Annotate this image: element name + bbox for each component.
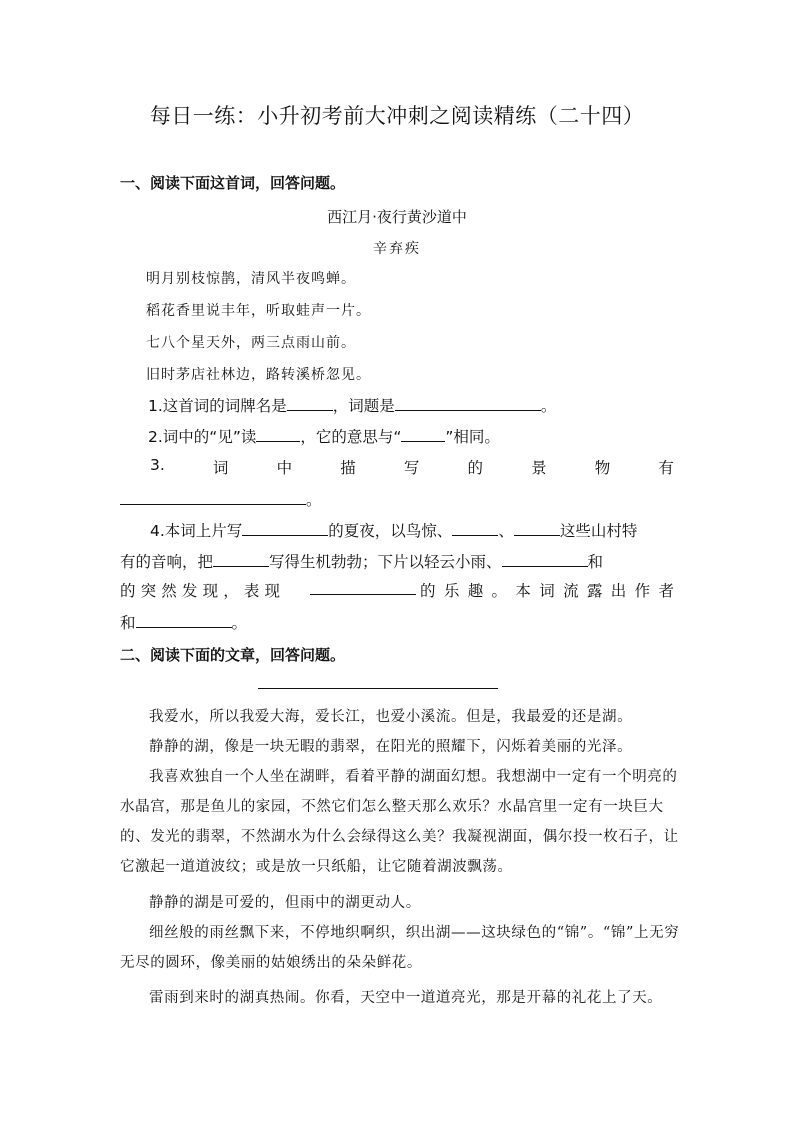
- question-char: 3.: [150, 456, 165, 474]
- question-char: 发: [181, 582, 198, 600]
- article-paragraph: 细丝般的雨丝飘下来，不停地织啊织，织出湖——这块绿色的“锦”。“锦”上无穷无尽的圆环，像美丽的姑娘绣出的朵朵鲜花。: [120, 925, 680, 971]
- answer-blank[interactable]: [395, 396, 541, 411]
- question-char: 现: [202, 582, 219, 600]
- question-3-answer-line: [120, 488, 322, 510]
- answer-blank[interactable]: [452, 521, 498, 536]
- question-4-line2: [120, 550, 603, 572]
- question-text: 1.这首词的词牌名是: [148, 397, 287, 415]
- question-text: 有的音响，把: [120, 553, 214, 571]
- poem-line: 旧时茅店社林边，路转溪桥忽见。: [146, 367, 371, 383]
- question-char: 者: [658, 582, 674, 600]
- question-char: 。: [491, 582, 508, 600]
- question-text: 和: [120, 614, 136, 632]
- question-char: 的: [420, 582, 436, 600]
- question-1: [148, 394, 556, 416]
- poem-line: 七八个星天外，两三点雨山前。: [146, 335, 356, 351]
- question-text: ，它的意思与“: [300, 428, 402, 446]
- answer-blank[interactable]: [242, 521, 328, 536]
- question-4-line3b: [420, 579, 674, 601]
- question-char: 写: [403, 459, 420, 477]
- question-char: 表: [243, 582, 260, 600]
- question-text: 4.本词上片写: [150, 522, 243, 540]
- question-4: [150, 519, 637, 541]
- question-char: 的: [120, 582, 136, 600]
- question-char: 描: [340, 459, 356, 477]
- question-text: 、: [498, 522, 514, 540]
- question-char: 然: [161, 582, 177, 600]
- article-paragraph: 静静的湖，像是一块无暇的翡翠，在阳光的照耀下，闪烁着美丽的光泽。: [149, 739, 633, 755]
- question-char: 有: [658, 459, 674, 477]
- question-char: 本: [515, 582, 531, 600]
- article-paragraph: 我喜欢独自一个人坐在湖畔，看着平静的湖面幻想。我想湖中一定有一个明亮的水晶宫，那是鱼儿的家园，不然它们怎么整天那么欢乐？水晶宫里一定有一块巨大的、发光的翡翠，不然湖水为什么会绿得这么美？我凝视湖面，偶尔投一枚石子，让它激起一道道波纹；或是放一只纸船，让它随着湖波飘荡。: [120, 769, 679, 875]
- page-title: 每日一练：小升初考前大冲刺之阅读精练（二十四）: [149, 104, 645, 128]
- section2-heading: 二、阅读下面的文章，回答问题。: [120, 646, 346, 664]
- question-text: 。: [540, 397, 557, 415]
- answer-blank[interactable]: [256, 427, 300, 442]
- question-char: 物: [594, 459, 611, 477]
- question-text: 。: [231, 614, 248, 632]
- question-char: 流: [563, 582, 579, 600]
- question-char: 现: [264, 582, 280, 600]
- article-title-blank[interactable]: [258, 688, 498, 689]
- answer-blank[interactable]: [502, 552, 588, 567]
- answer-blank[interactable]: [514, 521, 560, 536]
- question-char: 出: [610, 582, 627, 600]
- question-text: 2.词中的“见”读: [148, 428, 257, 446]
- question-char: 词: [539, 582, 555, 600]
- question-4-line4: [120, 611, 247, 633]
- question-char: 突: [140, 582, 157, 600]
- question-char: 作: [634, 582, 651, 600]
- question-char: 景: [531, 459, 547, 477]
- question-char: 趣: [467, 582, 484, 600]
- question-char: 词: [212, 459, 229, 477]
- question-char: 乐: [443, 582, 460, 600]
- section1-heading: 一、阅读下面这首词，回答问题。: [120, 174, 346, 192]
- answer-blank[interactable]: [213, 552, 269, 567]
- question-text: 写得生机勃勃；下片以轻云小雨、: [269, 553, 502, 571]
- question-text: ，词题是: [332, 397, 395, 415]
- question-char: 中: [276, 459, 293, 477]
- poem-author: 辛弃疾: [373, 241, 421, 257]
- answer-blank[interactable]: [287, 396, 333, 411]
- article-paragraph: 雷雨到来时的湖真热闹。你看，天空中一道道亮光，那是开幕的礼花上了天。: [149, 990, 663, 1006]
- question-text: 。: [306, 491, 322, 509]
- article-paragraph: 我爱水，所以我爱大海，爱长江，也爱小溪流。但是，我最爱的还是湖。: [149, 709, 633, 725]
- question-3: [150, 456, 674, 478]
- answer-blank[interactable]: [401, 427, 445, 442]
- question-text: 的夏夜，以鸟惊、: [328, 522, 453, 540]
- poem-line: 明月别枝惊鹊，清风半夜鸣蝉。: [146, 271, 356, 287]
- answer-blank[interactable]: [310, 594, 416, 595]
- question-4-line3a: [120, 579, 280, 601]
- article-paragraph: 静静的湖是可爱的，但雨中的湖更动人。: [149, 895, 421, 911]
- question-char: 的: [467, 459, 483, 477]
- question-text: ”相同。: [445, 428, 500, 446]
- question-char: ，: [223, 582, 239, 600]
- answer-blank[interactable]: [120, 490, 306, 505]
- question-2: [148, 425, 500, 447]
- question-text: 这些山村特: [559, 522, 638, 540]
- poem-title: 西江月·夜行黄沙道中: [327, 208, 467, 226]
- question-char: 露: [586, 582, 603, 600]
- poem-line: 稻花香里说丰年，听取蛙声一片。: [146, 303, 371, 319]
- question-text: 和: [587, 553, 604, 571]
- answer-blank[interactable]: [136, 613, 232, 628]
